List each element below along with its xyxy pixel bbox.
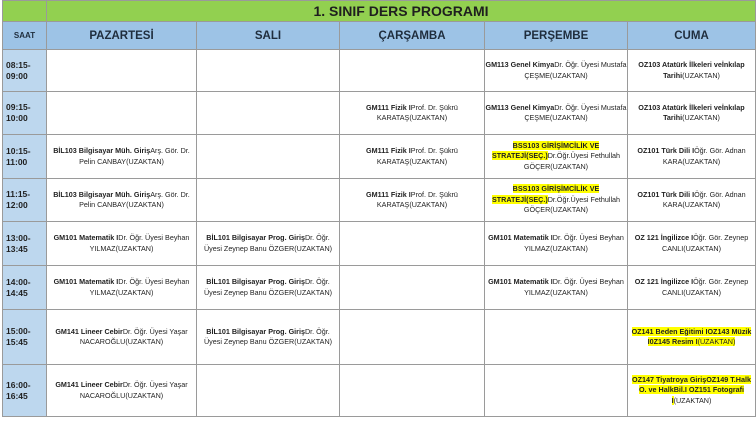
table-row <box>3 365 756 417</box>
teacher-name: Öğr. Gör. Zeynep CANLI <box>662 277 749 297</box>
mode-note: (UZAKTAN) <box>682 70 720 80</box>
mode-note: (UZAKTAN) <box>409 156 448 166</box>
time-end: 13:45 <box>6 243 28 254</box>
lesson-cell <box>47 135 197 179</box>
lesson-cell <box>628 135 756 179</box>
course-name: BİL103 Bilgisayar Müh. Giriş <box>53 146 151 155</box>
elective-course-1: OZ147 Tiyatroya Giriş <box>632 374 707 384</box>
course-name: GM101 Matematik I <box>53 277 119 286</box>
cell-empty <box>485 365 628 417</box>
teacher-name: Dr. Öğr. Üyesi Zeynep Banu ÖZGER <box>203 326 330 346</box>
header-day-thursday: PERŞEMBE <box>485 22 628 50</box>
lesson-cell <box>485 50 628 92</box>
course-name: GM101 Matematik I <box>488 233 553 242</box>
teacher-name: Prof. Dr. Şükrü KARATAŞ <box>376 102 458 122</box>
teacher-name: Öğr. Gör. Adnan KARA <box>662 146 746 166</box>
header-saat: SAAT <box>3 22 47 50</box>
lesson-cell <box>485 179 628 222</box>
header-day-tuesday: SALI <box>197 22 340 50</box>
time-end: 14:45 <box>6 287 28 298</box>
course-name: OZ 121 İngilizce I <box>634 277 694 286</box>
teacher-name: Dr. Öğr. Üyesi Zeynep Banu ÖZGER <box>203 277 330 297</box>
mode-note: (UZAKTAN) <box>683 243 721 253</box>
lesson-cell <box>340 179 485 222</box>
time-slot <box>3 266 47 310</box>
time-slot <box>3 365 47 417</box>
time-end: 15:45 <box>6 337 28 347</box>
cell-empty <box>340 222 485 266</box>
mode-note: (UZAKTAN) <box>682 156 721 166</box>
lesson-cell <box>628 179 756 222</box>
course-name: BİL101 Bilgisayar Prog. Giriş <box>206 233 305 242</box>
mode-note: (UZAKTAN) <box>294 243 333 253</box>
mode-note: (UZAKTAN) <box>673 395 712 405</box>
time-end: 09:00 <box>6 70 28 81</box>
course-name: OZ103 Atatürk İlkeleri ve <box>638 60 722 69</box>
table-row <box>3 266 756 310</box>
lesson-cell <box>197 266 340 310</box>
teacher-name: Dr.Öğr.Üyesi Fethullah GÖÇER <box>523 151 621 171</box>
course-name: BİL103 Bilgisayar Müh. Giriş <box>53 189 151 199</box>
teacher-name: Dr.Öğr.Üyesi Fethullah GÖÇER <box>523 194 621 215</box>
lesson-cell <box>47 222 197 266</box>
course-name: GM111 Fizik I <box>366 146 411 155</box>
course-name: GM111 Fizik I <box>366 189 411 199</box>
lesson-cell <box>628 310 756 365</box>
mode-note: (UZAKTAN) <box>682 200 721 209</box>
header-day-monday: PAZARTESİ <box>47 22 197 50</box>
teacher-name: Dr. Öğr. Üyesi Beyhan YILMAZ <box>524 233 624 253</box>
cell-empty <box>197 50 340 92</box>
teacher-name: Dr. Öğr. Üyesi Zeynep Banu ÖZGER <box>203 233 330 253</box>
mode-note: (UZAKTAN) <box>549 70 588 80</box>
time-start: 16:00- <box>6 379 31 390</box>
mode-note: (UZAKTAN) <box>683 287 721 297</box>
time-start: 09:15- <box>6 102 31 112</box>
lesson-cell <box>628 222 756 266</box>
page-title: 1. SINIF DERS PROGRAMI <box>47 1 756 22</box>
table-row <box>3 135 756 179</box>
mode-note: (UZAKTAN) <box>697 337 736 346</box>
cell-empty <box>47 50 197 92</box>
lesson-cell <box>340 135 485 179</box>
lesson-cell <box>47 179 197 222</box>
teacher-name: Öğr. Gör. Zeynep CANLI <box>662 233 749 253</box>
mode-note: (UZAKTAN) <box>125 390 164 400</box>
table-row <box>3 92 756 135</box>
mode-note: (UZAKTAN) <box>549 113 588 122</box>
teacher-name: Dr. Öğr. Üyesi Yaşar NACAROĞLU <box>79 380 188 400</box>
course-name: OZ103 Atatürk İlkeleri ve <box>638 102 722 112</box>
cell-empty <box>197 179 340 222</box>
cell-empty <box>340 310 485 365</box>
cell-empty <box>340 50 485 92</box>
title-corner <box>3 1 47 22</box>
mode-note: (UZAKTAN) <box>409 200 448 209</box>
lesson-cell <box>340 92 485 135</box>
cell-empty <box>485 310 628 365</box>
cell-empty <box>197 135 340 179</box>
course-name: GM101 Matematik I <box>53 233 119 242</box>
course-name-highlighted: BSS103 GİRİŞİMCİLİK VE STRATEJİ <box>491 184 600 204</box>
lesson-cell <box>485 135 628 179</box>
mode-note: (UZAKTAN) <box>294 337 333 346</box>
mode-note: (UZAKTAN) <box>294 287 333 297</box>
mode-note: (UZAKTAN) <box>550 243 588 253</box>
course-name: GM101 Matematik I <box>488 277 553 286</box>
time-end: 12:00 <box>6 200 28 210</box>
time-end: 16:45 <box>6 390 28 401</box>
time-slot <box>3 179 47 222</box>
teacher-name: Öğr. Gör. Adnan KARA <box>662 189 746 209</box>
mode-note: (UZAKTAN) <box>125 337 164 346</box>
lesson-cell <box>197 222 340 266</box>
teacher-name: Dr. Öğr. Üyesi Beyhan YILMAZ <box>89 233 190 253</box>
elective-course-2: OZ149 T.Halk O. ve Halk <box>638 374 751 395</box>
time-start: 13:00- <box>6 232 31 243</box>
time-start: 15:00- <box>6 326 31 336</box>
table-row <box>3 310 756 365</box>
lesson-cell <box>485 92 628 135</box>
elective-course-2: OZ143 Müzik I <box>647 326 752 346</box>
mode-note: (UZAKTAN) <box>115 287 154 297</box>
course-name: BİL101 Bilgisayar Prog. Giriş <box>206 326 305 336</box>
mode-note: (UZAKTAN) <box>115 243 154 253</box>
teacher-name: Arş. Gör. Dr. Pelin CANBAY <box>79 146 190 166</box>
course-name: GM113 Genel Kimya <box>485 102 555 112</box>
lesson-cell <box>628 365 756 417</box>
header-day-friday: CUMA <box>628 22 756 50</box>
course-name: GM111 Fizik I <box>366 102 411 112</box>
course-name: GM141 Lineer Cebir <box>55 380 123 389</box>
mode-note: (UZAKTAN) <box>126 156 164 166</box>
time-end: 10:00 <box>6 113 28 123</box>
mode-note: (UZAKTAN) <box>126 200 164 209</box>
teacher-name: Dr. Öğr. Üyesi Beyhan YILMAZ <box>89 277 190 297</box>
time-start: 10:15- <box>6 145 31 156</box>
teacher-name: Prof. Dr. Şükrü KARATAŞ <box>376 189 458 209</box>
lesson-cell <box>197 310 340 365</box>
time-start: 14:00- <box>6 276 31 287</box>
lesson-cell <box>47 365 197 417</box>
elective-tag: (SEÇ.) <box>526 194 548 204</box>
mode-note: (UZAKTAN) <box>550 205 589 215</box>
time-slot <box>3 222 47 266</box>
teacher-name: Dr. Öğr. Üyesi Yaşar NACAROĞLU <box>79 326 188 346</box>
elective-course-3: 0Z145 Resim I <box>649 337 698 346</box>
time-start: 11:15- <box>6 189 31 199</box>
teacher-name: Dr. Öğr. Üyesi Beyhan YILMAZ <box>524 277 624 297</box>
cell-empty <box>47 92 197 135</box>
elective-tag: (SEÇ.) <box>526 151 548 161</box>
cell-empty <box>197 92 340 135</box>
lesson-cell <box>47 266 197 310</box>
course-name: GM141 Lineer Cebir <box>55 326 123 336</box>
mode-note: (UZAKTAN) <box>682 113 720 122</box>
course-name: OZ101 Türk Dili I <box>637 146 695 155</box>
time-slot <box>3 310 47 365</box>
table-row <box>3 50 756 92</box>
course-name: OZ 121 İngilizce I <box>634 233 694 242</box>
cell-empty <box>340 365 485 417</box>
lesson-cell <box>485 266 628 310</box>
teacher-name: Dr. Öğr. Üyesi Mustafa ÇEŞME <box>524 102 627 122</box>
schedule-table <box>2 0 756 417</box>
table-row <box>3 222 756 266</box>
cell-empty <box>340 266 485 310</box>
table-row <box>3 179 756 222</box>
time-slot <box>3 50 47 92</box>
mode-note: (UZAKTAN) <box>550 161 589 171</box>
lesson-cell <box>628 50 756 92</box>
time-start: 08:15- <box>6 59 31 70</box>
course-name: GM113 Genel Kimya <box>485 60 555 69</box>
mode-note: (UZAKTAN) <box>409 113 448 122</box>
lesson-cell <box>485 222 628 266</box>
mode-note: (UZAKTAN) <box>550 287 588 297</box>
course-name-cont: İnkılap Tarihi <box>663 60 745 80</box>
teacher-name: Dr. Öğr. Üyesi Mustafa ÇEŞME <box>524 60 627 80</box>
cell-empty <box>197 365 340 417</box>
elective-course-1: OZ141 Beden Eğitimi I <box>631 326 708 336</box>
teacher-name: Prof. Dr. Şükrü KARATAŞ <box>376 146 458 166</box>
course-name: OZ101 Türk Dili I <box>637 189 695 199</box>
time-slot <box>3 135 47 179</box>
teacher-name: Arş. Gör. Dr. Pelin CANBAY <box>79 189 190 209</box>
lesson-cell <box>47 310 197 365</box>
lesson-cell <box>628 92 756 135</box>
course-name-highlighted: BSS103 GİRİŞİMCİLİK VE STRATEJİ <box>491 140 600 161</box>
time-end: 11:00 <box>6 156 28 167</box>
header-day-wednesday: ÇARŞAMBA <box>340 22 485 50</box>
course-name-cont: İnkılap Tarihi <box>663 102 745 122</box>
time-slot <box>3 92 47 135</box>
lesson-cell <box>628 266 756 310</box>
elective-course-3: Bil.I OZ151 Fotografi I <box>671 385 745 405</box>
course-name: BİL101 Bilgisayar Prog. Giriş <box>206 277 305 286</box>
